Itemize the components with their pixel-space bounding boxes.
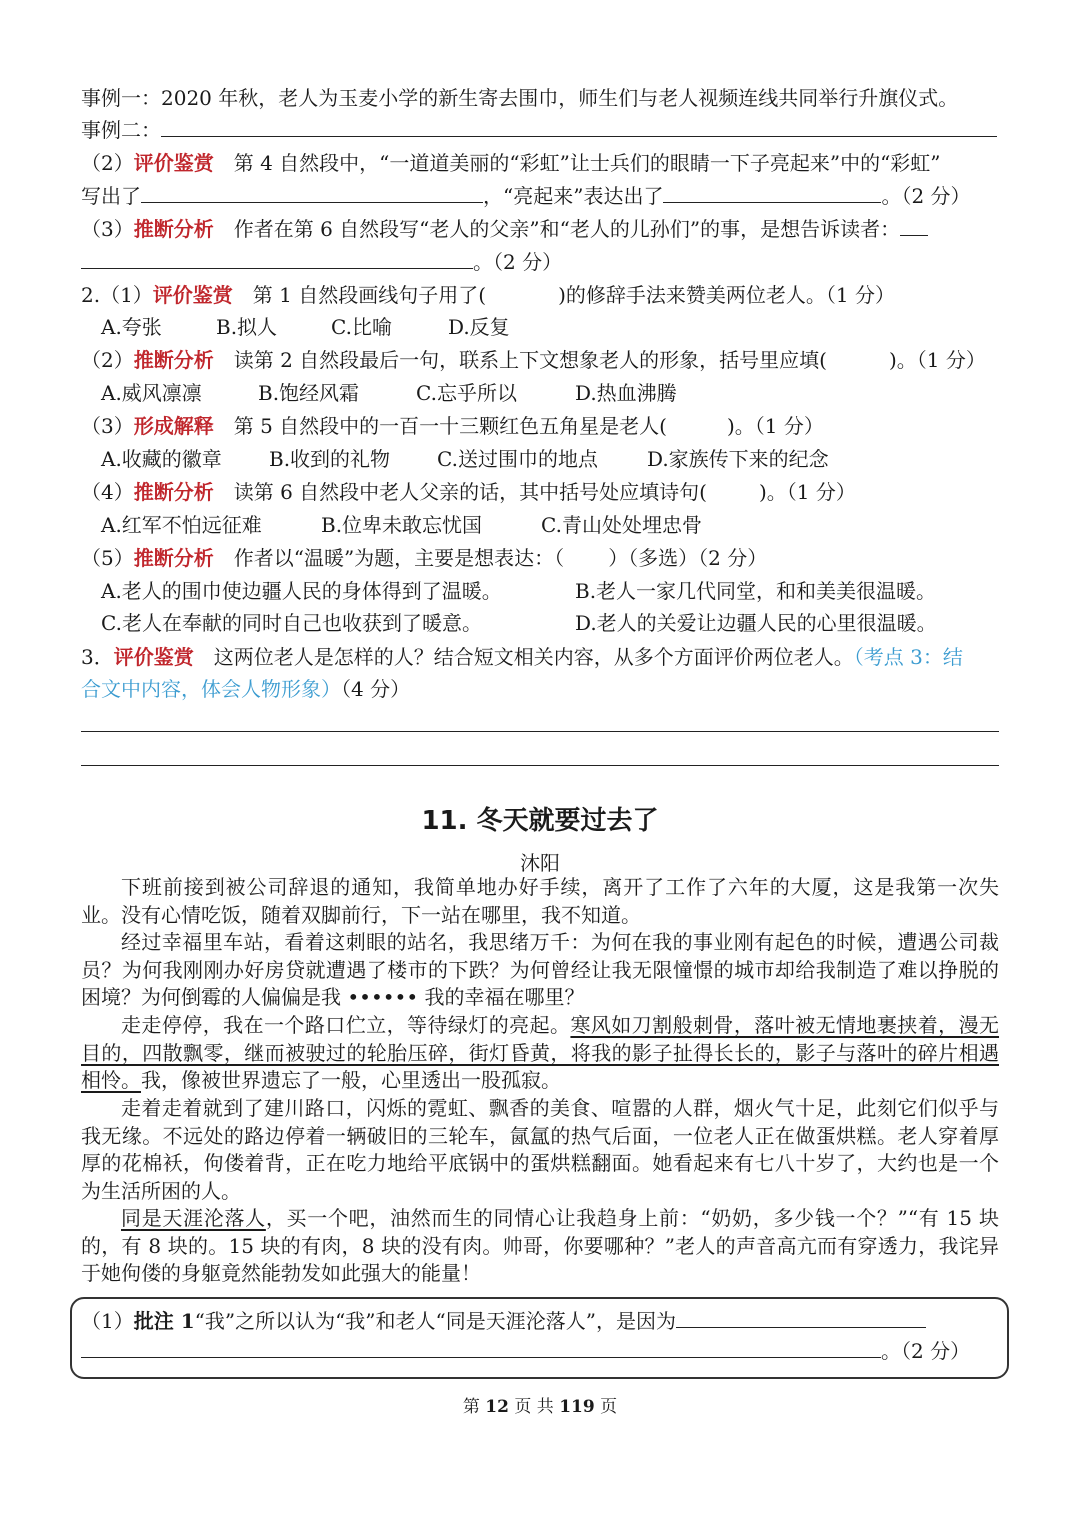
question-end: )。（1 分） [888, 348, 986, 372]
skill-tag: 推断分析 [133, 217, 214, 241]
option[interactable]: D.家族传下来的纪念 [647, 447, 829, 471]
skill-tag: 推断分析 [133, 546, 214, 570]
case-two-label: 事例二： [81, 118, 161, 142]
skill-tag: 推断分析 [133, 480, 214, 504]
question-text: 这两位老人是怎样的人？结合短文相关内容，从多个方面评价两位老人。 [193, 645, 854, 669]
question-text: 第 5 自然段中的一百一十三颗红色五角星是老人( [213, 414, 667, 438]
question-text: 第 4 自然段中，“一道道美丽的“彩虹”让士兵们的眼睛一下子亮起来”中的“彩虹” [213, 151, 941, 175]
question-text: “我”之所以认为“我”和老人“同是天涯沦落人”，是因为 [194, 1309, 676, 1333]
option[interactable]: B.老人一家几代同堂，和和美美很温暖。 [575, 579, 937, 603]
option[interactable]: A.老人的围巾使边疆人民的身体得到了温暖。 [101, 579, 502, 603]
skill-tag: 推断分析 [133, 348, 214, 372]
answer-blank[interactable] [81, 246, 473, 269]
q1-3-line [81, 213, 1000, 245]
footer-text: 第 [462, 1397, 480, 1417]
option[interactable]: C.老人在奉献的同时自己也收获到了暖意。 [101, 611, 482, 635]
mc-q2 [81, 344, 1000, 376]
q1-2-answer-line [81, 180, 1000, 212]
mc-q5-options-1 [101, 575, 1000, 607]
case-two-blank[interactable] [161, 114, 997, 137]
annotation-label: 批注 1 [133, 1309, 195, 1333]
underlined-phrase: 同是天涯沦落人 [121, 1206, 266, 1230]
mc-q4 [81, 476, 1000, 508]
paragraph-text: 我，像被世界遗忘了一般，心里透出一股孤寂。 [141, 1068, 561, 1092]
mc-q5-options-2 [101, 607, 1000, 639]
option[interactable]: C.比喻 [331, 315, 392, 339]
article-author: 沐阳 [520, 851, 560, 875]
total-pages: 119 [559, 1397, 595, 1417]
question-text: 作者以“温暖”为题，主要是想表达：（ [213, 546, 565, 570]
answer-blank[interactable] [900, 213, 928, 236]
underlined-sentence: 寒风如刀割般刺骨，落叶被无情地裹挟着，漫无目的，四散飘零，继而被驶过的轮胎压碎，街灯昏黄，将我的影子扯得长长的，影子与落叶的碎片相遇相怜。 [81, 1013, 1000, 1092]
q3-line-1 [81, 641, 1000, 673]
q-number: （4） [81, 480, 134, 504]
question-end: )的修辞手法来赞美两位老人。（1 分） [558, 283, 895, 307]
answer-blank[interactable] [81, 1335, 881, 1358]
option[interactable]: B.拟人 [216, 315, 278, 339]
skill-tag: 形成解释 [133, 414, 214, 438]
mc-q1 [81, 279, 1000, 311]
option[interactable]: B.收到的礼物 [269, 447, 391, 471]
question-end: )。（1 分） [726, 414, 824, 438]
case-one: 事例一：2020 年秋，老人为玉麦小学的新生寄去围巾，师生们与老人视频连线共同举行升旗仪式。 [81, 86, 959, 110]
answer-score: 。（2 分） [881, 184, 971, 208]
question-text: 作者在第 6 自然段写“老人的父亲”和“老人的儿孙们”的事，是想告诉读者： [213, 217, 901, 241]
q-number: （3） [81, 217, 134, 241]
option[interactable]: C.青山处处埋忠骨 [541, 513, 702, 537]
answer-blank[interactable] [141, 180, 483, 203]
hint-text: （考点 3：结 [853, 645, 963, 669]
question-end: )。（1 分） [758, 480, 856, 504]
option[interactable]: D.热血沸腾 [575, 381, 677, 405]
answer-blank[interactable] [676, 1305, 926, 1328]
answer-prefix: 写出了 [81, 184, 141, 208]
paragraph-3 [81, 1012, 999, 1095]
answer-score: 。（2 分） [473, 250, 563, 274]
answer-blank[interactable] [663, 180, 881, 203]
q3-line-2 [81, 673, 1000, 705]
skill-tag: 评价鉴赏 [133, 151, 214, 175]
paragraph-5 [81, 1205, 999, 1288]
option[interactable]: C.送过围巾的地点 [437, 447, 598, 471]
option[interactable]: D.老人的关爱让边疆人民的心里很温暖。 [575, 611, 937, 635]
footer-text: 页 共 [514, 1397, 554, 1417]
hint-text: 合文中内容，体会人物形象） [81, 677, 341, 701]
question-text: 读第 6 自然段中老人父亲的话，其中括号处应填诗句( [213, 480, 707, 504]
mc-q4-options [101, 509, 1000, 541]
mc-q2-options [101, 377, 1000, 409]
skill-tag: 评价鉴赏 [113, 645, 194, 669]
q-number: （5） [81, 546, 134, 570]
q-number: （1） [81, 1309, 134, 1333]
article-title: 11. 冬天就要过去了 [421, 806, 659, 836]
mc-q1-options [101, 311, 1000, 343]
paragraph-4: 走着走着就到了建川路口，闪烁的霓虹、飘香的美食、喧嚣的人群，烟火气十足，此刻它们似乎与我无缘。不远处的路边停着一辆破旧的三轮车，氤氲的热气后面，一位老人正在做蛋烘糕。老人穿着厚厚的花棉袄，佝偻着背，正在吃力地给平底锅中的蛋烘糕翻面。她看起来有七八十岁了，大约也是一个为生活所困的人。 [81, 1096, 999, 1203]
mc-q3-options [101, 443, 1000, 475]
case-two-line [81, 114, 1000, 146]
option[interactable]: D.反复 [448, 315, 510, 339]
q-number: 3． [81, 645, 114, 669]
paragraph-text: 走走停停，我在一个路口伫立，等待绿灯的亮起。 [121, 1013, 571, 1037]
option[interactable]: A.收藏的徽章 [101, 447, 222, 471]
q1-3-answer-line [81, 246, 1000, 278]
option[interactable]: A.威风凛凛 [101, 381, 202, 405]
q-number: （3） [81, 414, 134, 438]
page-number: 12 [485, 1397, 509, 1417]
question-text: 第 1 自然段画线句子用了( [232, 283, 487, 307]
annotation-line-1 [81, 1305, 1000, 1337]
question-text: 读第 2 自然段最后一句，联系上下文想象老人的形象，括号里应填( [213, 348, 827, 372]
annotation-line-2 [81, 1335, 1000, 1367]
option[interactable]: B.饱经风霜 [258, 381, 360, 405]
option[interactable]: B.位卑未敢忘忧国 [321, 513, 483, 537]
question-end: ）（多选）（2 分） [608, 546, 768, 570]
q-number: 2.（1） [81, 283, 153, 307]
answer-rule[interactable] [81, 731, 999, 732]
answer-mid: ，“亮起来”表达出了 [483, 184, 664, 208]
q-number: （2） [81, 151, 134, 175]
q-number: （2） [81, 348, 134, 372]
paragraph-text: ，买一个吧，油然而生的同情心让我趋身上前：“奶奶，多少钱一个？”“有 15 块的，有 8 块的。15 块的有肉，8 块的没有肉。帅哥，你要哪种？”老人的声音高亢而有穿透力，我诧异于她佝偻的身躯竟然能勃发如此强大的能量！ [81, 1206, 999, 1285]
skill-tag: 评价鉴赏 [152, 283, 233, 307]
footer-text: 页 [600, 1397, 618, 1417]
q1-2-line [81, 147, 1000, 179]
page-footer [0, 1392, 1080, 1417]
option[interactable]: C.忘乎所以 [416, 381, 517, 405]
paragraph-2: 经过幸福里车站，看着这刺眼的站名，我思绪万千：为何在我的事业刚有起色的时候，遭遇公司裁员？为何我刚刚办好房贷就遭遇了楼市的下跌？为何曾经让我无限憧憬的城市却给我制造了难以挣脱的困境？为何倒霉的人偏偏是我 •••••• 我的幸福在哪里？ [81, 930, 999, 1009]
answer-score: 。（2 分） [881, 1339, 971, 1363]
score-text: （4 分） [341, 677, 411, 701]
option[interactable]: A.红军不怕远征难 [101, 513, 262, 537]
mc-q5 [81, 542, 1000, 574]
mc-q3 [81, 410, 1000, 442]
option[interactable]: A.夸张 [101, 315, 162, 339]
paragraph-1: 下班前接到被公司辞退的通知，我简单地办好手续，离开了工作了六年的大厦，这是我第一次失业。没有心情吃饭，随着双脚前行，下一站在哪里，我不知道。 [81, 875, 999, 927]
answer-rule[interactable] [81, 765, 999, 766]
